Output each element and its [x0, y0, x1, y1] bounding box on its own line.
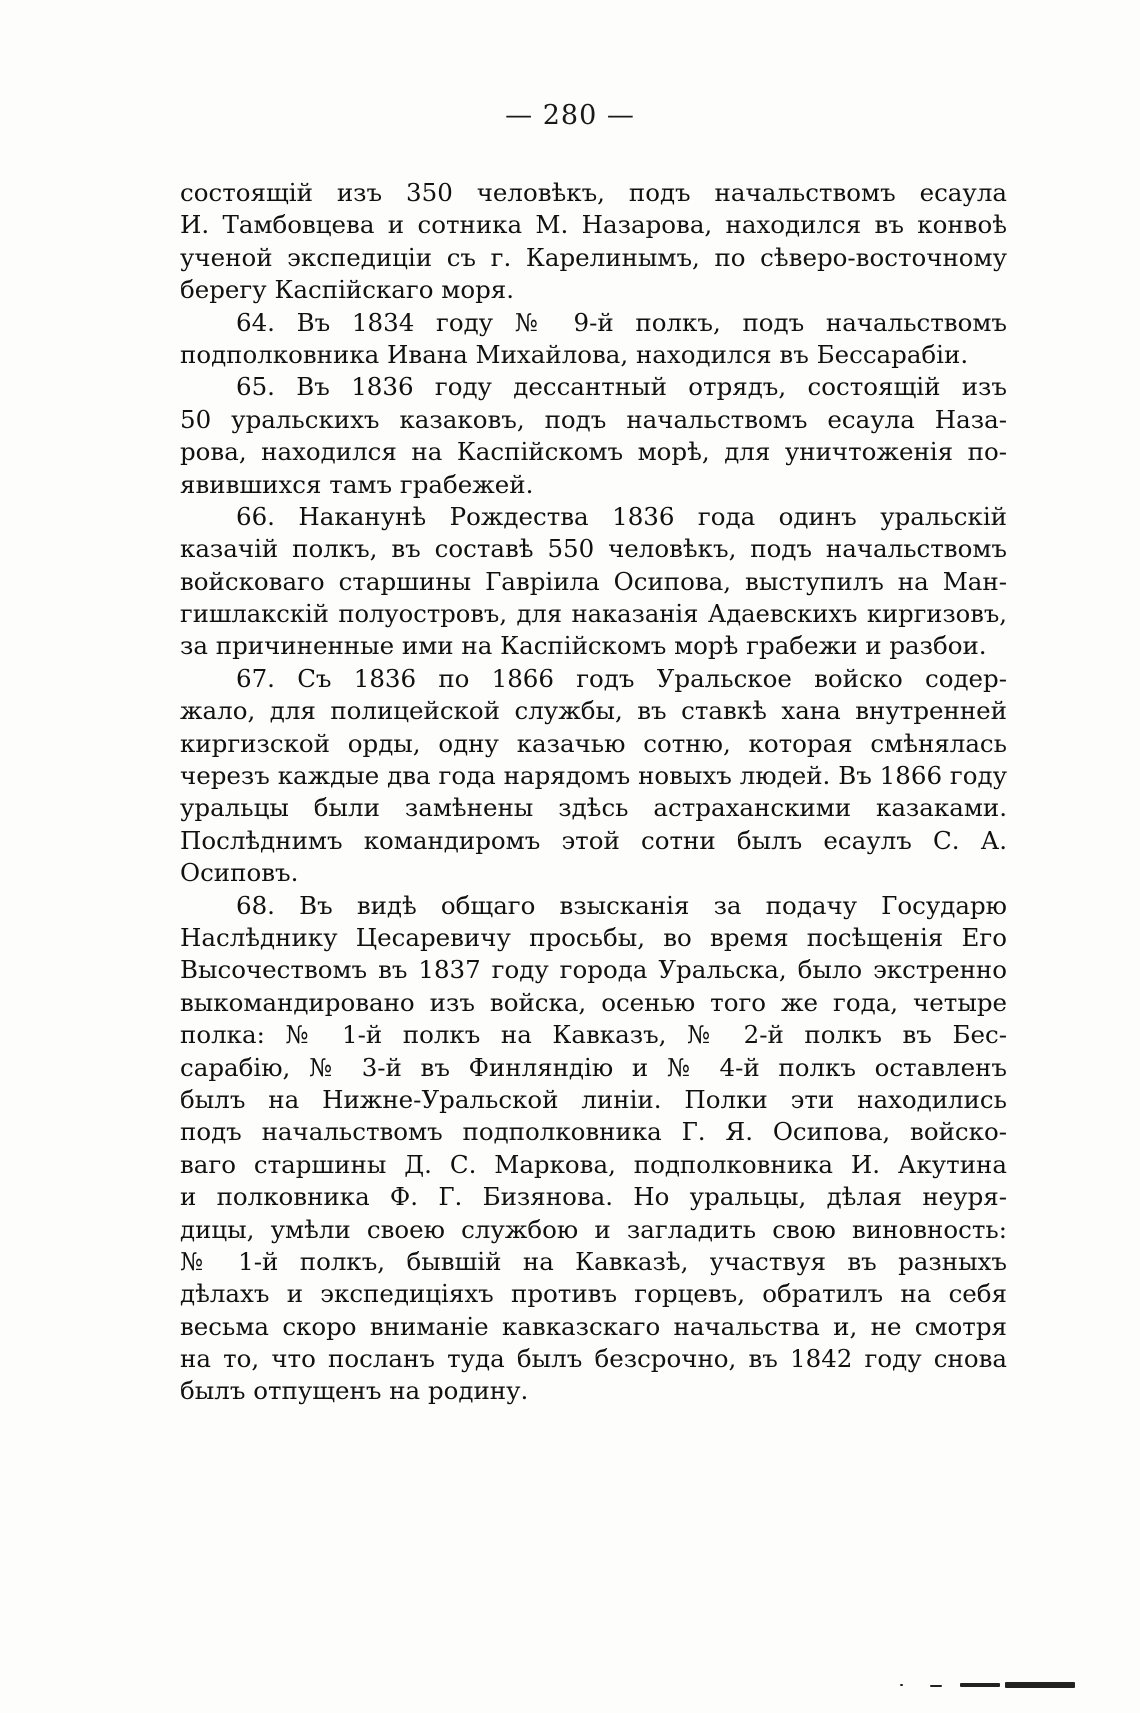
text-line: ученой экспедиціи съ г. Карелинымъ, по сѣверо-восточному [180, 242, 1007, 272]
text-line: черезъ каждые два года нарядомъ новыхъ людей. Въ 1866 году [180, 761, 1007, 791]
text-line: 68. Въ видѣ общаго взысканія за подачу Государю [236, 890, 1007, 920]
text-line: былъ на Нижне-Уральской линіи. Полки эти находились [180, 1084, 1007, 1114]
text-line: киргизской орды, одну казачью сотню, которая смѣнялась [180, 728, 1007, 758]
text-line: № 1-й полкъ, бывшій на Кавказѣ, участвуя въ разныхъ [180, 1246, 1007, 1276]
text-body [180, 177, 1007, 1408]
text-line: дѣлахъ и экспедиціяхъ противъ горцевъ, обратилъ на себя [180, 1279, 1007, 1309]
text-line: рова, находился на Каспійскомъ морѣ, для уничтоженія по- [180, 437, 1007, 467]
text-line: явившихся тамъ грабежей. [180, 469, 534, 499]
text-line: за причиненные ими на Каспійскомъ морѣ грабежи и разбои. [180, 631, 987, 661]
text-line: И. Тамбовцева и сотника М. Назарова, находился въ конвоѣ [180, 210, 1007, 240]
text-line: казачій полкъ, въ составѣ 550 человѣкъ, подъ начальствомъ [180, 534, 1007, 564]
text-line: Осиповъ. [180, 858, 299, 888]
text-line: состоящій изъ 350 человѣкъ, подъ начальствомъ есаула [180, 178, 1007, 207]
text-line: 65. Въ 1836 году дессантный отрядъ, состоящій изъ [236, 372, 1007, 402]
text-line: былъ отпущенъ на родину. [180, 1376, 529, 1406]
text-line: подъ начальствомъ подполковника Г. Я. Осипова, войско- [180, 1117, 1007, 1147]
text-line: уральцы были замѣнены здѣсь астраханскими казаками. [180, 793, 1007, 823]
text-line: берегу Каспійскаго моря. [180, 275, 515, 305]
text-line: войсковаго старшины Гавріила Осипова, выступилъ на Ман- [180, 566, 1007, 596]
text-line: на то, что посланъ туда былъ безсрочно, въ 1842 году снова [180, 1344, 1007, 1374]
text-line: 66. Наканунѣ Рождества 1836 года одинъ уральскій [236, 501, 1007, 531]
text-line: ваго старшины Д. С. Маркова, подполковника И. Акутина [180, 1149, 1007, 1179]
text-line: 50 уральскихъ казаковъ, подъ начальствомъ есаула Наза- [180, 404, 1007, 434]
page-number: — 280 — [505, 100, 635, 131]
text-line: 67. Съ 1836 по 1866 годъ Уральское войско содер- [236, 663, 1007, 693]
text-line: жало, для полицейской службы, въ ставкѣ хана внутренней [180, 696, 1007, 726]
text-line: Наслѣднику Цесаревичу просьбы, во время посѣщенія Его [180, 922, 1007, 952]
text-line: полка: № 1-й полкъ на Кавказъ, № 2-й полкъ въ Бес- [180, 1020, 1007, 1050]
text-line: 64. Въ 1834 году № 9-й полкъ, подъ начальствомъ [236, 307, 1007, 337]
text-line: Высочествомъ въ 1837 году города Уральска, было экстренно [180, 955, 1007, 985]
scan-artifact [900, 1682, 1100, 1688]
text-line: гишлакскій полуостровъ, для наказанія Адаевскихъ киргизовъ, [180, 600, 1007, 629]
text-line: весьма скоро вниманіе кавказскаго начальства и, не смотря [180, 1311, 1007, 1341]
text-line: выкомандировано изъ войска, осенью того же года, четыре [180, 987, 1007, 1017]
text-line: подполковника Ивана Михайлова, находился въ Бессарабіи. [180, 339, 969, 369]
text-line: дицы, умѣли своею службою и загладить свою виновность: [180, 1214, 1007, 1244]
text-line: и полковника Ф. Г. Бизянова. Но уральцы, дѣлая неуря- [180, 1182, 1007, 1212]
text-line: сарабію, № 3-й въ Финляндію и № 4-й полкъ оставленъ [180, 1052, 1007, 1082]
text-line: Послѣднимъ командиромъ этой сотни былъ есаулъ С. А. [180, 825, 1007, 855]
